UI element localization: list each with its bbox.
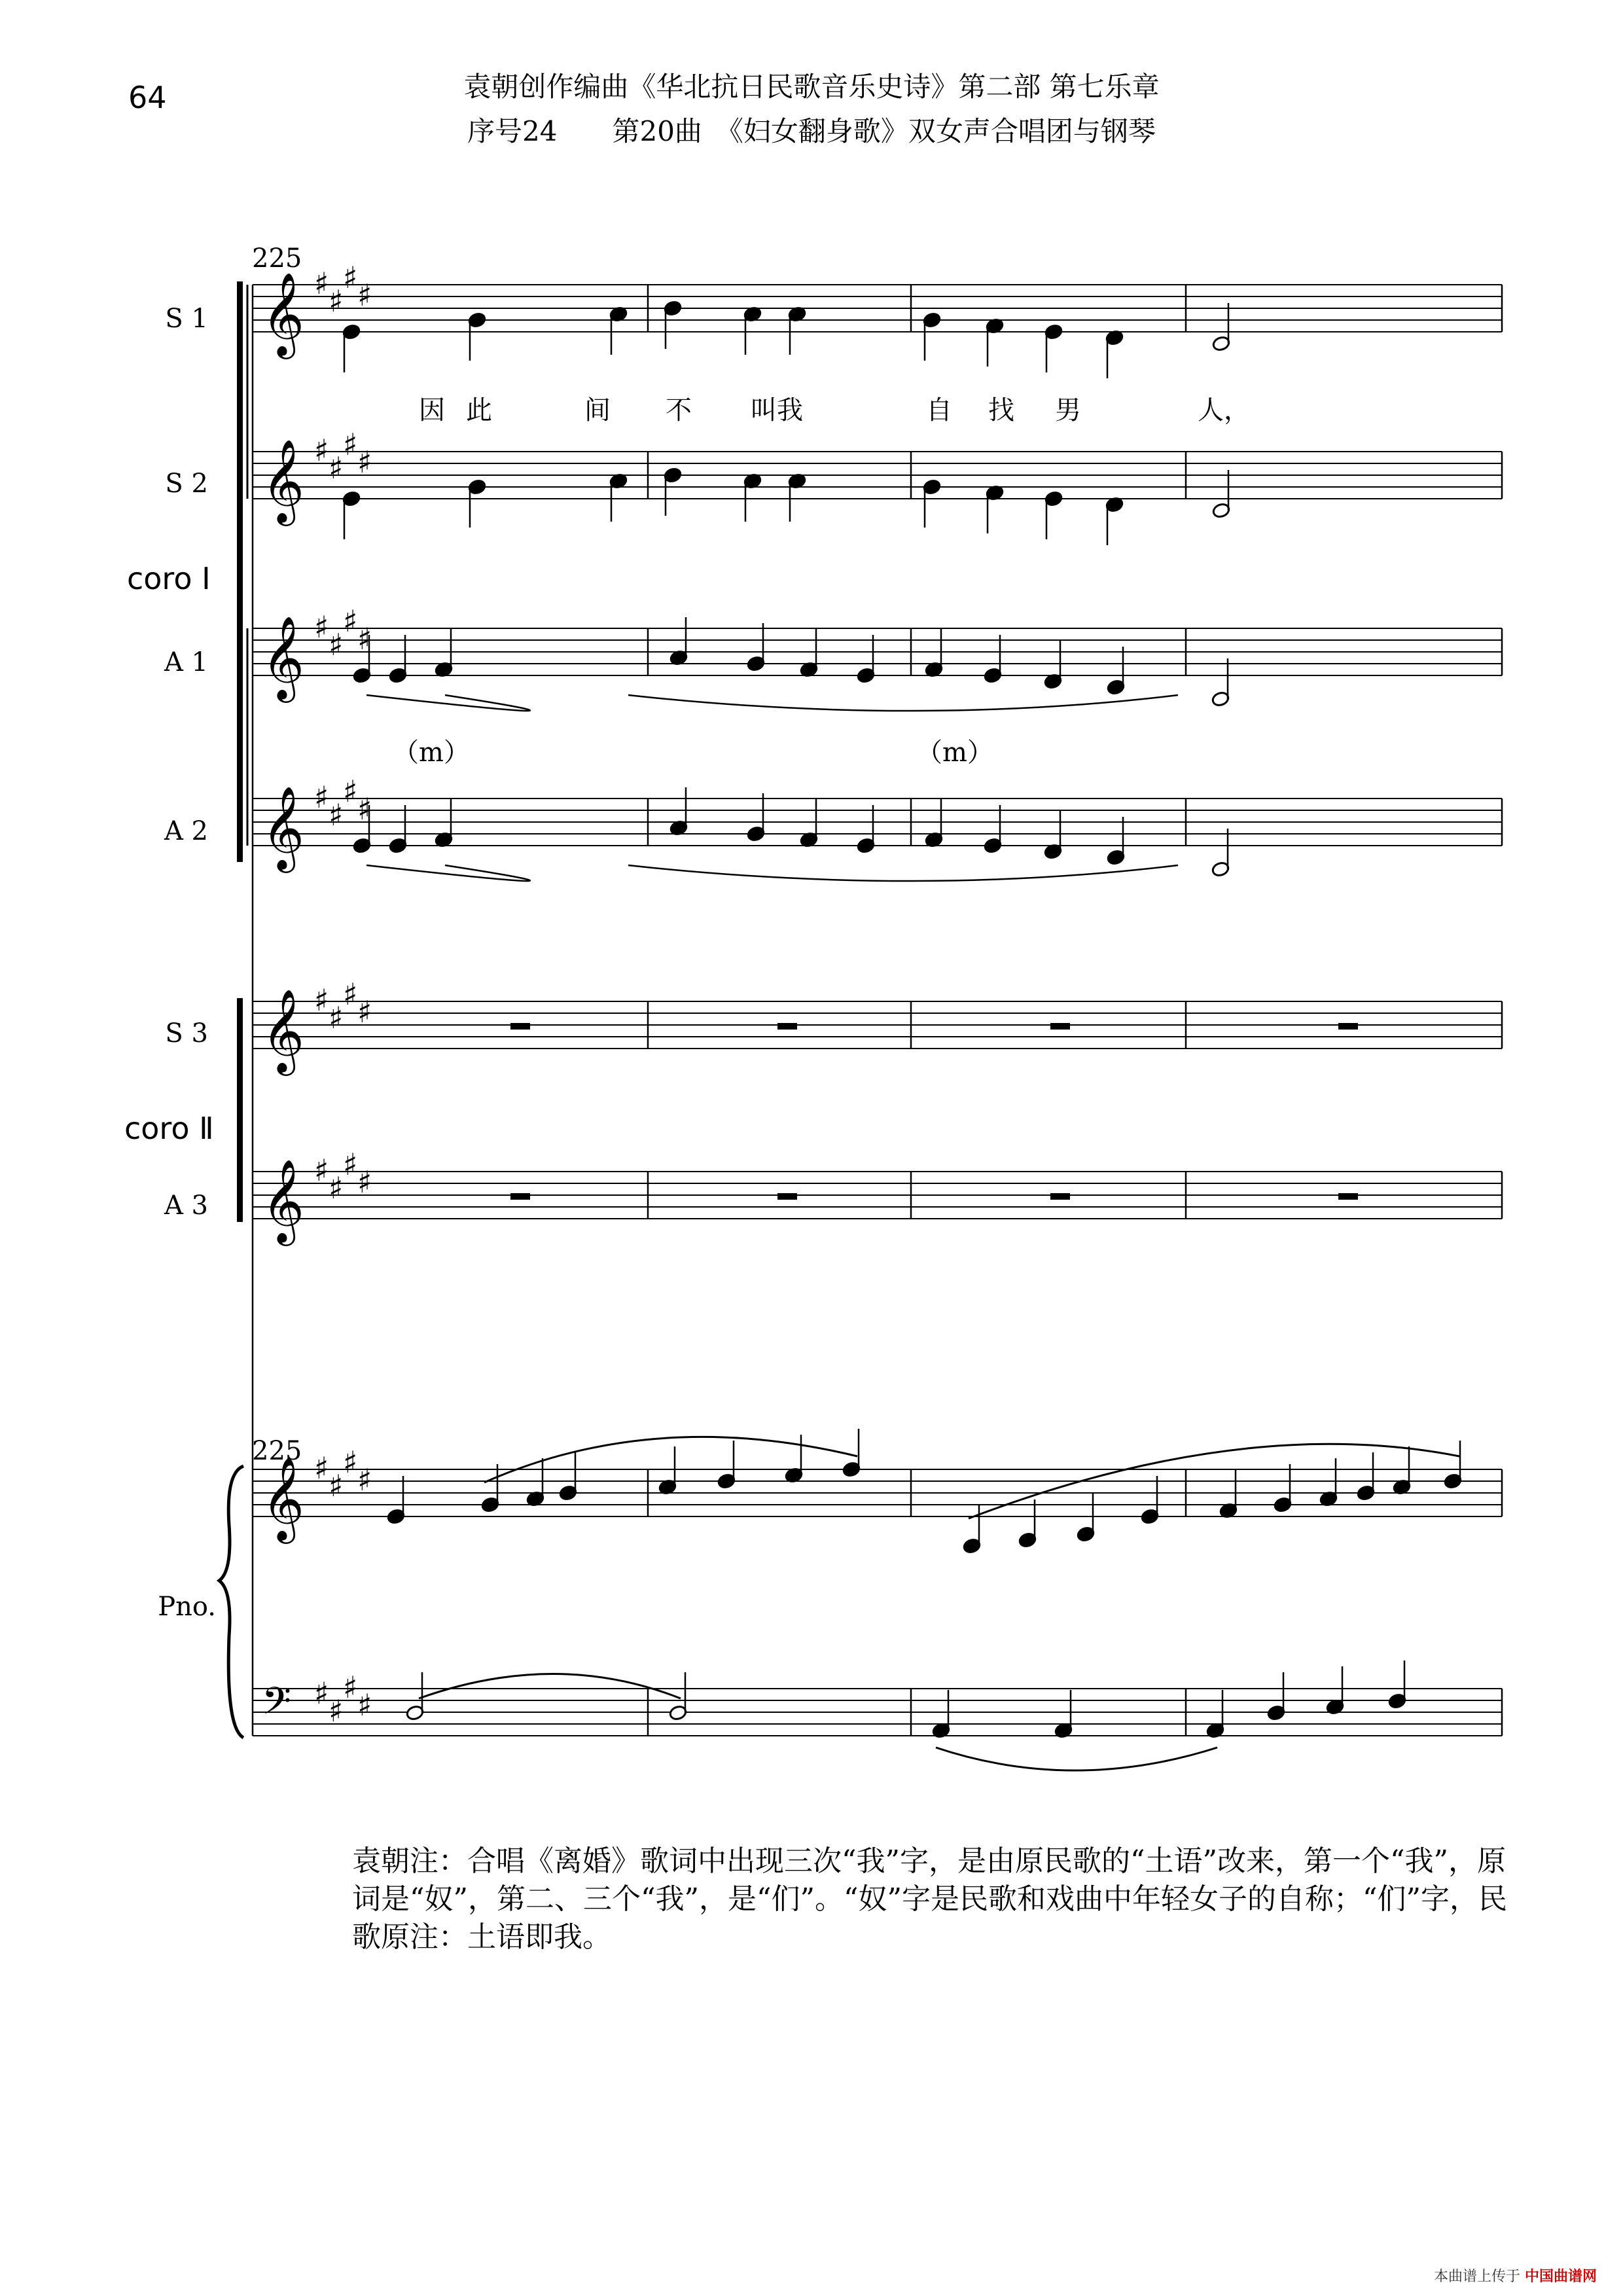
staff-label-a1: A 1 xyxy=(164,647,208,677)
sharp-sign: ♯ xyxy=(357,1164,372,1200)
sharp-sign: ♯ xyxy=(343,977,358,1012)
sharp-sign: ♯ xyxy=(343,260,358,295)
measure-number-choir: 225 xyxy=(252,243,302,274)
sharp-sign: ♯ xyxy=(314,266,329,301)
treble-clef: 𝄞 xyxy=(262,1158,305,1242)
header-title-line-1: 袁朝创作编曲《华北抗日民歌音乐史诗》第二部 第七乐章 xyxy=(463,71,1160,103)
header-title-line-2: 序号24 第20曲 《妇女翻身歌》双女声合唱团与钢琴 xyxy=(467,115,1156,147)
bass-clef: 𝄢 xyxy=(262,1679,292,1732)
choir-1-label: coro Ⅰ xyxy=(127,561,211,596)
sharp-sign: ♯ xyxy=(343,1670,358,1705)
whole-rest xyxy=(1050,1193,1070,1200)
sharp-sign: ♯ xyxy=(329,1170,344,1206)
treble-clef: 𝄞 xyxy=(262,1456,305,1540)
treble-clef: 𝄞 xyxy=(262,272,305,355)
treble-clef: 𝄞 xyxy=(262,988,305,1072)
piano-brace xyxy=(219,1466,243,1738)
treble-clef: 𝄞 xyxy=(262,439,305,522)
sharp-sign: ♯ xyxy=(357,791,372,827)
sharp-sign: ♯ xyxy=(357,621,372,656)
sharp-sign: ♯ xyxy=(314,1450,329,1486)
footer xyxy=(1434,2265,1597,2286)
tie xyxy=(419,1674,681,1699)
staff-label-s2: S 2 xyxy=(165,469,208,499)
treble-clef: 𝄞 xyxy=(262,615,305,699)
sharp-sign: ♯ xyxy=(329,450,344,486)
staff-label-s3: S 3 xyxy=(165,1018,208,1049)
whole-rest xyxy=(510,1193,530,1200)
whole-rest xyxy=(1338,1193,1358,1200)
staff-label-piano: Pno. xyxy=(158,1592,216,1622)
barlines xyxy=(219,281,1502,1738)
sharp-sign: ♯ xyxy=(357,278,372,313)
lyric: 不 xyxy=(666,395,692,425)
staff-label-a3: A 3 xyxy=(164,1191,208,1221)
measure-number-piano: 225 xyxy=(252,1436,302,1466)
slur xyxy=(628,695,1178,711)
whole-rest xyxy=(1338,1023,1358,1030)
lyric: 叫我 xyxy=(751,395,803,425)
sharp-sign: ♯ xyxy=(329,1468,344,1503)
whole-rest xyxy=(777,1193,797,1200)
whole-rest xyxy=(777,1023,797,1030)
lyric: 人， xyxy=(1198,395,1250,425)
staff-label-a2: A 2 xyxy=(164,816,208,846)
footer-brand: 中国曲谱网 xyxy=(1524,2269,1597,2285)
notes xyxy=(342,300,1463,1770)
sharp-sign: ♯ xyxy=(329,627,344,662)
whole-rest xyxy=(1050,1023,1070,1030)
slur xyxy=(628,865,1178,881)
slur xyxy=(366,865,530,881)
sharp-sign: ♯ xyxy=(343,774,358,809)
sharp-sign: ♯ xyxy=(314,1153,329,1188)
hum-mark: （m） xyxy=(393,738,470,768)
sharp-sign: ♯ xyxy=(357,1687,372,1723)
sharp-sign: ♯ xyxy=(329,283,344,319)
lyric: 自 xyxy=(926,395,952,425)
footer-prefix: 本曲谱上传于 xyxy=(1433,2269,1520,2285)
slur xyxy=(936,1748,1217,1770)
whole-rest xyxy=(510,1023,530,1030)
sharp-sign: ♯ xyxy=(357,994,372,1030)
choir-2-bracket xyxy=(237,998,243,1222)
sharp-sign: ♯ xyxy=(357,444,372,480)
sharp-sign: ♯ xyxy=(329,1693,344,1729)
choir-2-label: coro Ⅱ xyxy=(124,1111,214,1146)
lyric: 因 xyxy=(419,395,445,425)
staff-lines xyxy=(253,260,1502,1736)
sharp-sign: ♯ xyxy=(343,1444,358,1480)
lyric: 找 xyxy=(988,395,1014,425)
sharp-sign: ♯ xyxy=(357,1462,372,1498)
rests xyxy=(510,1023,1358,1200)
staff-label-s1: S 1 xyxy=(165,304,208,334)
sharp-sign: ♯ xyxy=(314,1676,329,1711)
composer-note: 袁朝注：合唱《离婚》歌词中出现三次“我”字，是由原民歌的“土语”改来，第一个“我”，原词是“奴”，第二、三个“我”，是“们”。“奴”字是民歌和戏曲中年轻女子的自称；“们”字，民歌原注：土语即我。 xyxy=(352,1844,1507,1954)
treble-clef: 𝄞 xyxy=(262,785,305,869)
sharp-sign: ♯ xyxy=(343,427,358,462)
sharp-sign: ♯ xyxy=(329,1000,344,1035)
lyric: 间 xyxy=(584,395,611,425)
slur xyxy=(366,695,530,711)
hum-mark: （m） xyxy=(916,738,993,768)
sharp-sign: ♯ xyxy=(314,433,329,468)
sharp-sign: ♯ xyxy=(343,603,358,639)
sharp-sign: ♯ xyxy=(343,1147,358,1182)
page-number: 64 xyxy=(128,80,167,115)
lyric: 此 xyxy=(466,395,492,425)
choir-1-bracket xyxy=(237,281,243,862)
sharp-sign: ♯ xyxy=(314,982,329,1018)
sharp-sign: ♯ xyxy=(314,780,329,815)
sharp-sign: ♯ xyxy=(314,609,329,645)
lyric: 男 xyxy=(1055,395,1081,425)
sharp-sign: ♯ xyxy=(329,797,344,833)
